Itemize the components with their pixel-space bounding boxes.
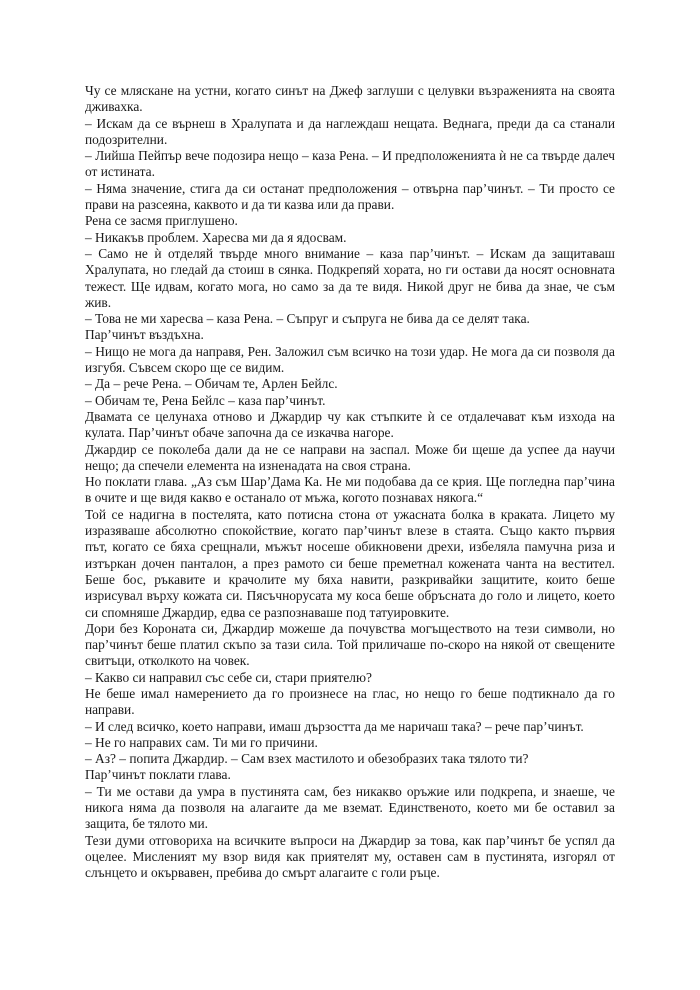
paragraph: – Само не ѝ отделяй твърде много внимание – каза пар’чинът. – Искам да защитаваш Хралупата, но гледай да стоиш в сянка. Подкрепяй хората, но ги остави да носят основната тежест. Ще идвам, когато мога, но само за да те видя. Никой друг не бива да знае, че съм жив.: [85, 245, 615, 310]
paragraph: – Искам да се върнеш в Хралупата и да наглеждаш нещата. Веднага, преди да са станали подозрителни.: [85, 115, 615, 147]
paragraph: – И след всичко, което направи, имаш дързостта да ме наричаш така? – рече пар’чинът.: [85, 718, 584, 734]
paragraph: – Обичам те, Рена Бейлс – каза пар’чинът.: [85, 392, 326, 408]
paragraph: – Това не ми харесва – каза Рена. – Съпруг и съпруга не бива да се делят така.: [85, 311, 530, 327]
paragraph: – Лийша Пейпър вече подозира нещо – каза Рена. – И предположенията ѝ не са твърде далеч от истината.: [85, 148, 615, 180]
paragraph: – Какво си направил със себе си, стари приятелю?: [85, 669, 372, 685]
paragraph: Не беше имал намерението да го произнесе на глас, но нещо го беше подтикнало да го направи.: [85, 685, 615, 718]
paragraph: – Аз? – попита Джардир. – Сам взех мастилото и обезобразих така тялото ти?: [85, 751, 529, 767]
paragraph: Рена се засмя приглушено.: [85, 213, 238, 229]
body-text: [85, 83, 615, 882]
paragraph: Чу се мляскане на устни, когато синът на Джеф заглуши с целувки възраженията на своята дживахка.: [85, 83, 615, 115]
paragraph: Пар’чинът въздъхна.: [85, 327, 204, 343]
paragraph: – Нищо не мога да направя, Рен. Заложил съм всичко на този удар. Не мога да си позволя да изгубя. Съвсем скоро ще се видим.: [85, 343, 615, 376]
paragraph: – Няма значение, стига да си останат предположения – отвърна пар’чинът. – Ти просто се прави на разсеяна, каквото и да ти казва или да прави.: [85, 180, 615, 213]
paragraph: – Да – рече Рена. – Обичам те, Арлен Бейлс.: [85, 376, 338, 392]
paragraph: Джардир се поколеба дали да не се направи на заспал. Може би щеше да успее да научи нещо; да спечели елемента на изненадата на своя страна.: [85, 441, 615, 473]
paragraph: Пар’чинът поклати глава.: [85, 767, 231, 783]
paragraph: Дори без Короната си, Джардир можеше да почувства могъществото на тези символи, но пар’чинът беше платил скъпо за тази сила. Той приличаше по-скоро на някой от свещените свитъци, отколкото на човек.: [85, 620, 615, 669]
paragraph: – Никакъв проблем. Харесва ми да я ядосвам.: [85, 229, 347, 245]
paragraph: Той се надигна в постелята, като потисна стона от ужасната болка в краката. Лицето му изразяваше абсолютно спокойствие, когато пар’чинът влезе в стаята. Също както първия път, когато се бяха срещнали, мъжът носеше обикновени дрехи, избеляла памучна риза и изтъркан дочен панталон, а през рамото си беше преметнал кожената чанта на вестител. Беше бос, ръкавите и крачолите му бяха навити, разкривайки защитите, които беше изрисувал върху кожата си. Пясъчнорусата му коса беше обръсната до голо и лицето, което си спомняше Джардир, едва се разпознаваше под татуировките.: [85, 506, 615, 620]
paragraph: – Ти ме остави да умра в пустинята сам, без никакво оръжие или подкрепа, и знаеше, че никога няма да позволя на алагаите да ме вземат. Единственото, което ми бе оставил за защита, бе тялото ми.: [85, 783, 615, 832]
paragraph: Тези думи отговориха на всичките въпроси на Джардир за това, как пар’чинът бе успял да оцелее. Мисленият му взор видя как приятелят му, оставен сам в пустинята, изгорял от слънцето и окървавен, пребива до смърт алагаите с голи ръце.: [85, 832, 615, 881]
paragraph: – Не го направих сам. Ти ми го причини.: [85, 734, 318, 750]
paragraph: Но поклати глава. „Аз съм Шар’Дама Ка. Не ми подобава да се крия. Ще погледна пар’чина в очите и ще видя какво е останало от мъжа, когото познавах някога.“: [85, 474, 615, 506]
paragraph: Двамата се целунаха отново и Джардир чу как стъпките ѝ се отдалечават към изхода на кулата. Пар’чинът обаче започна да се изкачва нагоре.: [85, 408, 615, 441]
